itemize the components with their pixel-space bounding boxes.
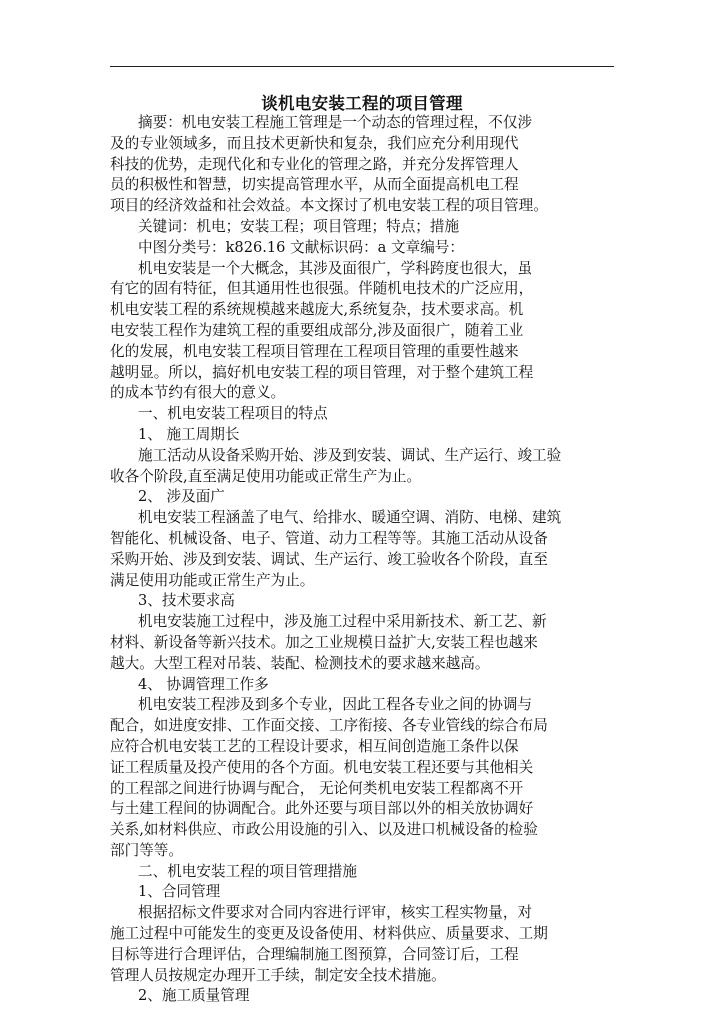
text-line: 关系,如材料供应、市政公用设施的引入、以及进口机械设备的检验 — [110, 821, 538, 839]
document-title: 谈机电安装工程的项目管理 — [261, 94, 463, 113]
text-line: 的成本节约有很大的意义。 — [110, 384, 286, 402]
text-line: 化的发展，机电安装工程项目管理在工程项目管理的重要性越来 — [110, 342, 519, 360]
text-line: 应符合机电安装工艺的工程设计要求，相互间创造施工条件以保 — [110, 737, 519, 755]
text-line: 证工程质量及投产使用的各个方面。机电安装工程还要与其他相关 — [110, 758, 534, 776]
text-line: 采购开始、涉及到安装、调试、生产运行、竣工验收各个阶段，直至 — [110, 550, 548, 568]
text-line: 机电安装是一个大概念，其涉及面很广，学科跨度也很大，虽 — [138, 259, 533, 277]
text-line: 目标等进行合理评估，合理编制施工图预算，合同签订后，工程 — [110, 945, 519, 963]
text-line: 收各个阶段,直至满足使用功能或正常生产为止。 — [110, 467, 422, 485]
text-line: 管理人员按规定办理开工手续，制定安全技术措施。 — [110, 966, 446, 984]
text-line: 2、施工质量管理 — [138, 987, 250, 1005]
text-line: 机电安装工程涉及到多个专业，因此工程各专业之间的协调与 — [138, 696, 533, 714]
text-line: 科技的优势，走现代化和专业化的管理之路，并充分发挥管理人 — [110, 155, 519, 173]
text-line: 的工程部之间进行协调与配合， 无论何类机电安装工程都离不开 — [110, 779, 524, 797]
text-line: 项目的经济效益和社会效益。本文探讨了机电安装工程的项目管理。 — [110, 197, 548, 215]
text-line: 有它的固有特征，但其通用性也很强。伴随机电技术的广泛应用， — [110, 280, 534, 298]
text-line: 施工活动从设备采购开始、涉及到安装、调试、生产运行、竣工验 — [138, 446, 562, 464]
text-line: 材料、新设备等新兴技术。加之工业规模日益扩大,安装工程也越来 — [110, 633, 538, 651]
text-line: 部门等等。 — [110, 841, 183, 859]
text-line: 机电安装施工过程中，涉及施工过程中采用新技术、新工艺、新 — [138, 613, 547, 631]
text-line: 与土建工程间的协调配合。此外还要与项目部以外的相关放协调好 — [110, 800, 534, 818]
text-line: 电安装工程作为建筑工程的重要组成部分,涉及面很广，随着工业 — [110, 321, 524, 339]
text-line: 根据招标文件要求对合同内容进行评审，核实工程实物量，对 — [138, 904, 533, 922]
text-line: 1、 施工周期长 — [138, 425, 240, 443]
text-line: 二、机电安装工程的项目管理措施 — [138, 862, 357, 880]
text-line: 员的积极性和智慧，切实提高管理水平，从而全面提高机电工程 — [110, 176, 519, 194]
text-line: 越大。大型工程对吊装、装配、检测技术的要求越来越高。 — [110, 654, 490, 672]
header-rule — [110, 66, 614, 67]
text-line: 3、技术要求高 — [138, 592, 235, 610]
text-line: 中图分类号：k826.16 文献标识码：a 文章编号： — [138, 238, 464, 256]
text-line: 智能化、机械设备、电子、管道、动力工程等等。其施工活动从设备 — [110, 529, 548, 547]
text-line: 1、合同管理 — [138, 883, 221, 901]
text-line: 机电安装工程涵盖了电气、给排水、暖通空调、消防、电梯、建筑 — [138, 509, 562, 527]
text-line: 配合，如进度安排、工作面交接、工序衔接、各专业管线的综合布局 — [110, 717, 548, 735]
text-line: 施工过程中可能发生的变更及设备使用、材料供应、质量要求、工期 — [110, 925, 548, 943]
text-line: 一、机电安装工程项目的特点 — [138, 405, 328, 423]
text-line: 2、 涉及面广 — [138, 488, 225, 506]
text-line: 机电安装工程的系统规模越来越庞大,系统复杂，技术要求高。机 — [110, 301, 524, 319]
text-line: 越明显。所以，搞好机电安装工程的项目管理，对于整个建筑工程 — [110, 363, 534, 381]
text-line: 摘要：机电安装工程施工管理是一个动态的管理过程，不仅涉 — [138, 114, 533, 131]
text-line: 4、 协调管理工作多 — [138, 675, 269, 693]
text-line: 满足使用功能或正常生产为止。 — [110, 571, 315, 589]
document-body — [110, 113, 614, 1007]
text-line: 关键词：机电；安装工程；项目管理；特点；措施 — [138, 217, 460, 235]
text-line: 及的专业领域多，而且技术更新快和复杂，我们应充分利用现代 — [110, 134, 519, 152]
